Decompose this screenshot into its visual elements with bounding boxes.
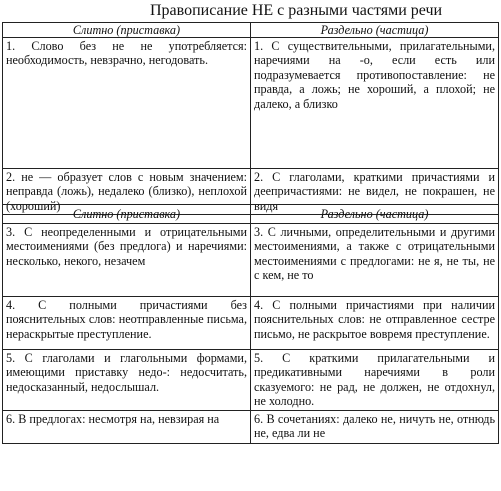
- rule-separate-3: 3. С личными, определительными и другими местоимениями, а также с отрицательными местоимениями с предлогами: не я, не ты, не с кем, не то: [251, 224, 499, 297]
- rule-together-2: 2. не — образует слов с новым значением: неправда (ложь), недалеко (близко), неплохой (хороший): [3, 169, 251, 215]
- rule-separate-5: 5. С краткими прилагательными и предикативными наречиями в роли сказуемого: не рад, не должен, не отдохнул, не холодно.: [251, 350, 499, 411]
- table-row: [3, 38, 499, 169]
- rule-separate-1: 1. С существительными, прилагательными, наречиями на -о, если есть или подразумевается противопоставление: не правда, а ложь; не хороший, а плохой; не далеко, а близко: [251, 38, 499, 169]
- table-row: [3, 410, 499, 443]
- rule-separate-2: 2. С глаголами, краткими причастиями и деепричастиями: не видел, не покрашен, не видя: [251, 169, 499, 215]
- page-title: Правописание НЕ с разными частями речи: [150, 2, 443, 19]
- header-together: Слитно (приставка): [3, 205, 251, 224]
- table-row: [3, 224, 499, 297]
- header-separate: Раздельно (частица): [251, 205, 499, 224]
- rule-separate-4: 4. С полными причастиями при наличии пояснительных слов: не отправленное сестре письмо, не раскрытое вовремя преступление.: [251, 297, 499, 350]
- rule-together-4: 4. С полными причастиями без пояснительных слов: неотправленные письма, нераскрытые преступление.: [3, 297, 251, 350]
- rule-separate-6: 6. В сочетаниях: далеко не, ничуть не, отнюдь не, едва ли не: [251, 410, 499, 443]
- rule-together-6: 6. В предлогах: несмотря на, невзирая на: [3, 410, 251, 443]
- rule-together-1: 1. Слово без не не употребляется: необходимость, невзрачно, негодовать.: [3, 38, 251, 169]
- rule-together-3: 3. С неопределенными и отрицательными местоимениями (без предлога) и наречиями: несколько, некого, незачем: [3, 224, 251, 297]
- table-row: [3, 350, 499, 411]
- spelling-table-1: [2, 22, 499, 215]
- spelling-table-2: [2, 204, 499, 444]
- header-separate: Раздельно (частица): [251, 23, 499, 38]
- table-header-row: [3, 205, 499, 224]
- header-together: Слитно (приставка): [3, 23, 251, 38]
- table-row: [3, 297, 499, 350]
- table-header-row: [3, 23, 499, 38]
- rule-together-5: 5. С глаголами и глагольными формами, имеющими приставку недо-: недосчитать, недосказанный, недослышал.: [3, 350, 251, 411]
